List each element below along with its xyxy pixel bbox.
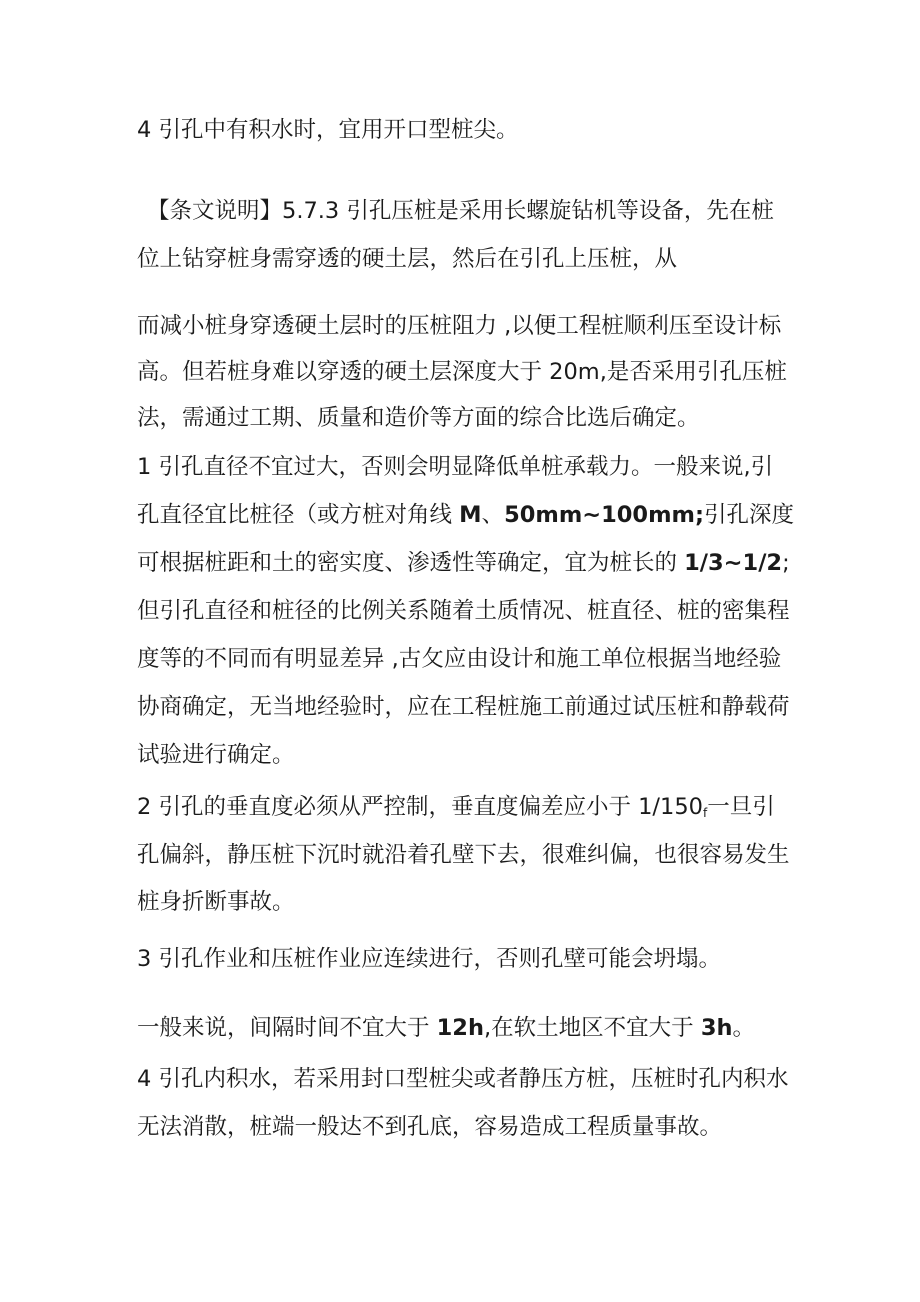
text-run: 引孔深度 (703, 502, 794, 528)
paragraph-line: 法，需通过工期、质量和造价等方面的综合比选后确定。 (137, 405, 700, 431)
paragraph-line: 而减小桩身穿透硬土层时的压桩阻力 ,以便工程桩顺利压至设计标 (137, 313, 782, 339)
clause-explanation-line-1: 【条文说明】5.7.3 引孔压桩是采用长螺旋钻机等设备，先在桩 (147, 198, 774, 224)
item-2-line-1 (137, 792, 775, 828)
bold-text-run: M (459, 502, 482, 528)
item-1-line-6: 协商确定，无当地经验时，应在工程桩施工前通过试压桩和静载荷 (137, 694, 790, 720)
item-4-line-2: 无法消散，桩端一般达不到孔底，容易造成工程质量事故。 (137, 1114, 723, 1140)
item-1-line-3 (137, 548, 790, 578)
text-run: 一般来说，间隔时间不宜大于 (137, 1015, 437, 1041)
text-run: 孔直径宜比桩径（或方桩对角线 (137, 502, 460, 528)
text-run: 。 (732, 1015, 756, 1041)
clause-explanation-line-2: 位上钻穿桩身需穿透的硬土层，然后在引孔上压桩，从 (137, 246, 678, 272)
item-1-line-7: 试验进行确定。 (137, 742, 295, 768)
item-1-line-4: 但引孔直径和桩径的比例关系随着土质情况、桩直径、桩的密集程 (137, 598, 790, 624)
clause-4-water-note: 4 引孔中有积水时，宜用开口型桩尖。 (137, 117, 519, 143)
paragraph-line: 高。但若桩身难以穿透的硬土层深度大于 20m,是否采用引孔压桩 (137, 359, 787, 385)
text-run: ; (782, 550, 790, 576)
text-run: ,在软土地区不宜大于 (484, 1015, 701, 1041)
bold-text-run: 12h (436, 1015, 484, 1041)
interval-note (137, 1013, 755, 1043)
bold-text-run: 50mm~100mm; (504, 502, 704, 528)
item-1-line-1: 1 引孔直径不宜过大，否则会明显降低单桩承载力。一般来说,引 (137, 454, 774, 480)
item-2-line-2: 孔偏斜，静压桩下沉时就沿着孔壁下去，很难纠偏，也很容易发生 (137, 842, 790, 868)
item-1-line-5: 度等的不同而有明显差异 ,古攵应由设计和施工单位根据当地经验 (137, 646, 782, 672)
item-2-line-3: 桩身折断事故。 (137, 889, 295, 915)
text-run: 可根据桩距和土的密实度、渗透性等确定，宜为桩长的 (137, 550, 685, 576)
item-4-line-1: 4 引孔内积水，若采用封口型桩尖或者静压方桩，压桩时孔内积水 (137, 1066, 789, 1092)
text-run: 、 (481, 502, 505, 528)
text-run: 一旦引 (707, 794, 775, 820)
bold-text-run: 3h (700, 1015, 733, 1041)
text-run: 2 引孔的垂直度必须从严控制，垂直度偏差应小于 1/150 (137, 794, 703, 820)
subscript: f (702, 806, 708, 820)
bold-text-run: 1/3~1/2 (684, 550, 783, 576)
item-3-line-1: 3 引孔作业和压桩作业应连续进行，否则孔壁可能会坍塌。 (137, 946, 721, 972)
item-1-line-2 (137, 500, 794, 530)
